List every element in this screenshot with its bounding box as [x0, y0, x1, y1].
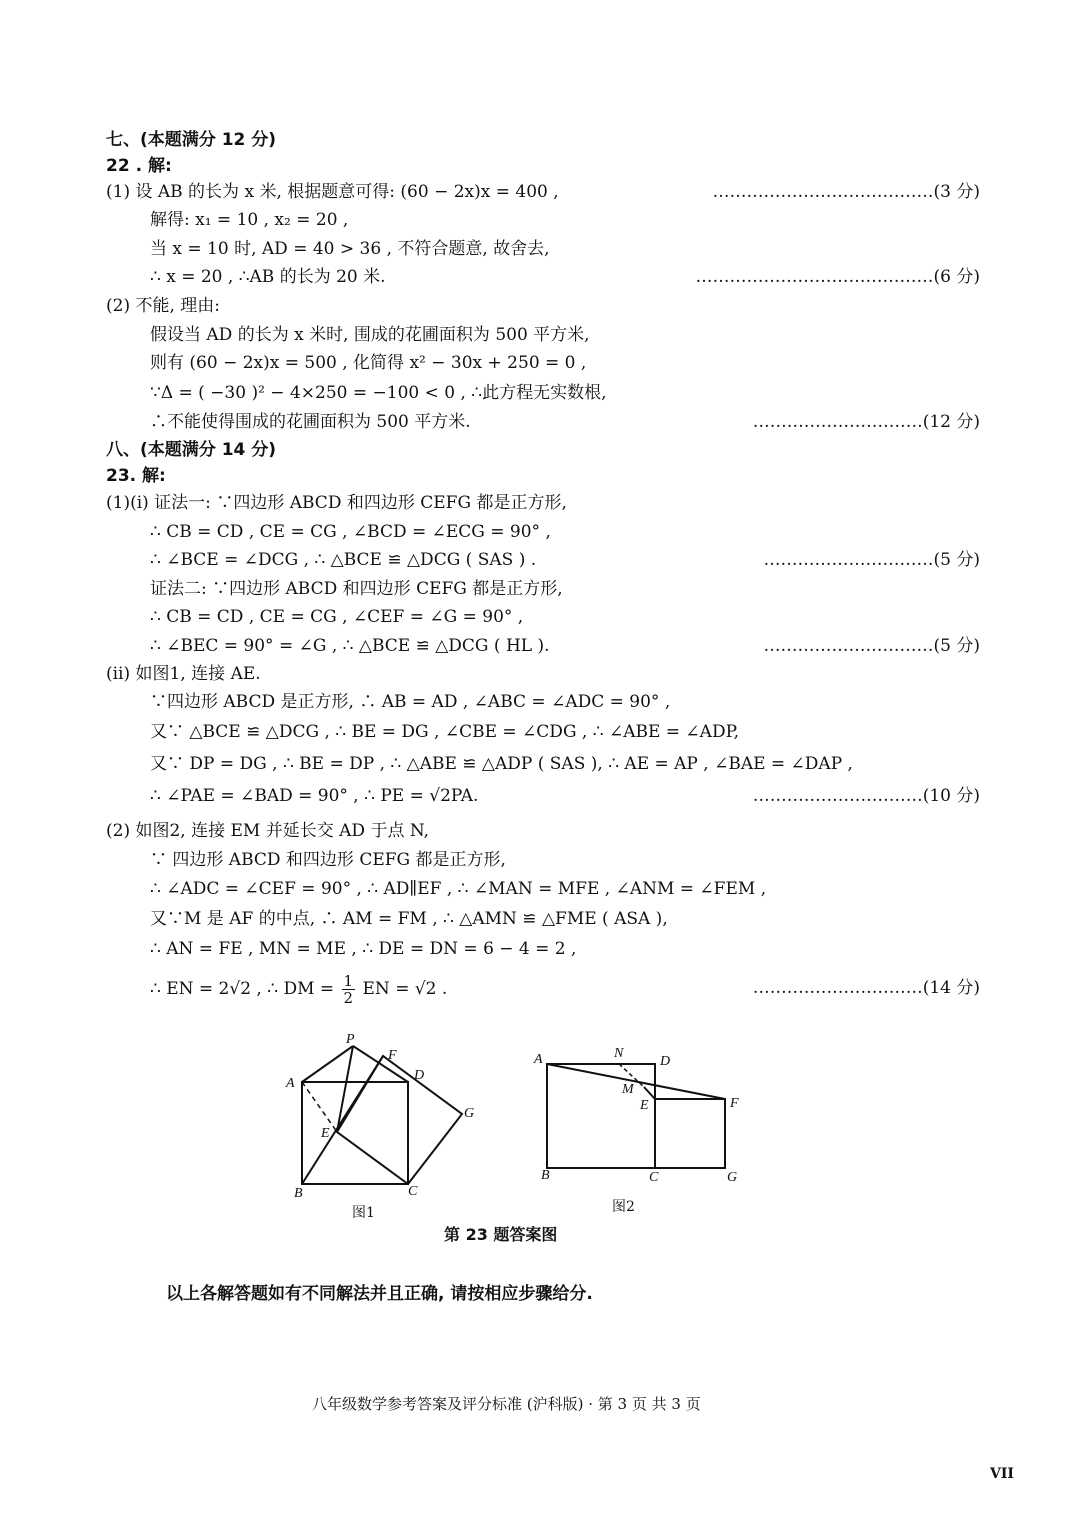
q23-score-10: …………………………(10 分) [752, 786, 980, 806]
grading-note: 以上各解答题如有不同解法并且正确, 请按相应步骤给分. [166, 1284, 593, 1304]
section-7-heading: 七、(本题满分 12 分) [106, 130, 277, 150]
segment-af [547, 1064, 725, 1099]
segment-bf [302, 1056, 383, 1184]
segment-ap [302, 1046, 353, 1082]
square-cefg [655, 1099, 725, 1168]
q22-score-12: …………………………(12 分) [752, 412, 980, 432]
q23-line-c3: 又∵M 是 AF 的中点, ∴ AM = FM , ∴ △AMN ≌ △FME ( ASA ), [150, 909, 668, 929]
q23-score-14: …………………………(14 分) [752, 978, 980, 998]
fig2-label-n: N [614, 1046, 624, 1061]
fig1-label-f: F [388, 1048, 397, 1063]
fraction-denominator: 2 [343, 989, 354, 1007]
q23-line-c2: ∴ ∠ADC = ∠CEF = 90° , ∴ AD∥EF , ∴ ∠MAN = MFE , ∠ANM = ∠FEM , [150, 879, 767, 899]
fig1-label-b: B [294, 1186, 303, 1201]
fig2-label-f: F [730, 1096, 739, 1111]
q23-line-c5-end: EN = √2 . [362, 979, 448, 999]
fig2-label-b: B [541, 1168, 550, 1183]
segment-pd [353, 1046, 408, 1082]
q23-line-b2: 又∵ △BCE ≌ △DCG , ∴ BE = DG , ∠CBE = ∠CDG , ∴ ∠ABE = ∠ADP, [150, 722, 739, 742]
q23-line-c4: ∴ AN = FE , MN = ME , ∴ DE = DN = 6 − 4 = 2 , [150, 939, 577, 959]
q23-line-a6: ∴ ∠BEC = 90° = ∠G , ∴ △BCE ≌ △DCG ( HL ). [150, 636, 550, 656]
figure-2-diagram [530, 1050, 740, 1180]
figure-1-caption: 图1 [352, 1205, 375, 1221]
page-footer: 八年级数学参考答案及评分标准 (沪科版) · 第 3 页 共 3 页 [312, 1395, 701, 1413]
fig2-label-m: M [622, 1082, 634, 1097]
q23-line-b0: (ⅱ) 如图1, 连接 AE. [106, 664, 261, 684]
fraction-numerator: 1 [343, 972, 354, 990]
fig1-label-e: E [321, 1126, 330, 1141]
fig1-label-p: P [346, 1032, 355, 1047]
q22-line-6: 假设当 AD 的长为 x 米时, 围成的花圃面积为 500 平方米, [150, 325, 590, 345]
q23-line-c1: ∵ 四边形 ABCD 和四边形 CEFG 都是正方形, [150, 850, 506, 870]
q23-line-a1: (1)(ⅰ) 证法一: ∵四边形 ABCD 和四边形 CEFG 都是正方形, [106, 493, 567, 513]
section-8-heading: 八、(本题满分 14 分) [106, 440, 277, 460]
q23-line-b4: ∴ ∠PAE = ∠BAD = 90° , ∴ PE = √2PA. [150, 786, 479, 806]
q22-line-9: ∴不能使得围成的花圃面积为 500 平方米. [150, 412, 471, 432]
fig1-label-g: G [464, 1106, 475, 1121]
square-abcd [302, 1082, 408, 1184]
q23-line-a4: 证法二: ∵四边形 ABCD 和四边形 CEFG 都是正方形, [150, 579, 563, 599]
q23-line-a2: ∴ CB = CD , CE = CG , ∠BCD = ∠ECG = 90° , [150, 522, 551, 542]
figure-2-caption: 图2 [612, 1199, 635, 1215]
figures-title: 第 23 题答案图 [444, 1225, 558, 1244]
q22-line-8: ∵Δ = ( −30 )² − 4×250 = −100 < 0 , ∴此方程无实数根, [150, 383, 607, 403]
fig2-label-a: A [534, 1052, 543, 1067]
q23-score-5b: …………………………(5 分) [763, 636, 980, 656]
q22-line-5: (2) 不能, 理由: [106, 296, 221, 316]
fig2-label-g: G [727, 1170, 738, 1185]
q23-line-a5: ∴ CB = CD , CE = CG , ∠CEF = ∠G = 90° , [150, 607, 524, 627]
square-cefg [337, 1056, 462, 1184]
q23-line-b3: 又∵ DP = DG , ∴ BE = DP , ∴ △ABE ≌ △ADP ( SAS ), ∴ AE = AP , ∠BAE = ∠DAP , [150, 754, 853, 774]
fig2-label-e: E [640, 1098, 649, 1113]
fig2-label-d: D [660, 1054, 671, 1069]
q22-line-4: ∴ x = 20 , ∴AB 的长为 20 米. [150, 267, 386, 287]
question-23-label: 23. 解: [106, 466, 166, 486]
q22-score-6: ……………………………………(6 分) [695, 267, 980, 287]
fig1-label-c: C [408, 1184, 418, 1199]
square-abcd [547, 1064, 655, 1168]
q22-score-3: …………………………………(3 分) [712, 182, 980, 202]
fig1-label-a: A [286, 1076, 295, 1091]
q23-line-c0: (2) 如图2, 连接 EM 并延长交 AD 于点 N, [106, 821, 430, 841]
q23-score-5a: …………………………(5 分) [763, 550, 980, 570]
q22-line-3: 当 x = 10 时, AD = 40 > 36 , 不符合题意, 故舍去, [150, 239, 550, 259]
fig2-label-c: C [649, 1170, 659, 1185]
q23-line-b1: ∵四边形 ABCD 是正方形, ∴ AB = AD , ∠ABC = ∠ADC = 90° , [150, 692, 671, 712]
q22-line-2: 解得: x₁ = 10 , x₂ = 20 , [150, 210, 349, 230]
page-number: VII [990, 1466, 1014, 1482]
one-half-fraction [342, 973, 356, 1006]
q23-line-c5-start: ∴ EN = 2√2 , ∴ DM = [150, 979, 335, 999]
q23-line-c5 [150, 972, 447, 1006]
q23-line-a3: ∴ ∠BCE = ∠DCG , ∴ △BCE ≌ △DCG ( SAS ) . [150, 550, 537, 570]
q22-line-1: (1) 设 AB 的长为 x 米, 根据题意可得: (60 − 2x)x = 400 , [106, 182, 559, 202]
question-22-label: 22 . 解: [106, 156, 172, 176]
q22-line-7: 则有 (60 − 2x)x = 500 , 化简得 x² − 30x + 250 = 0 , [150, 353, 587, 373]
segment-ae-dashed [302, 1082, 337, 1132]
fig1-label-d: D [414, 1068, 425, 1083]
